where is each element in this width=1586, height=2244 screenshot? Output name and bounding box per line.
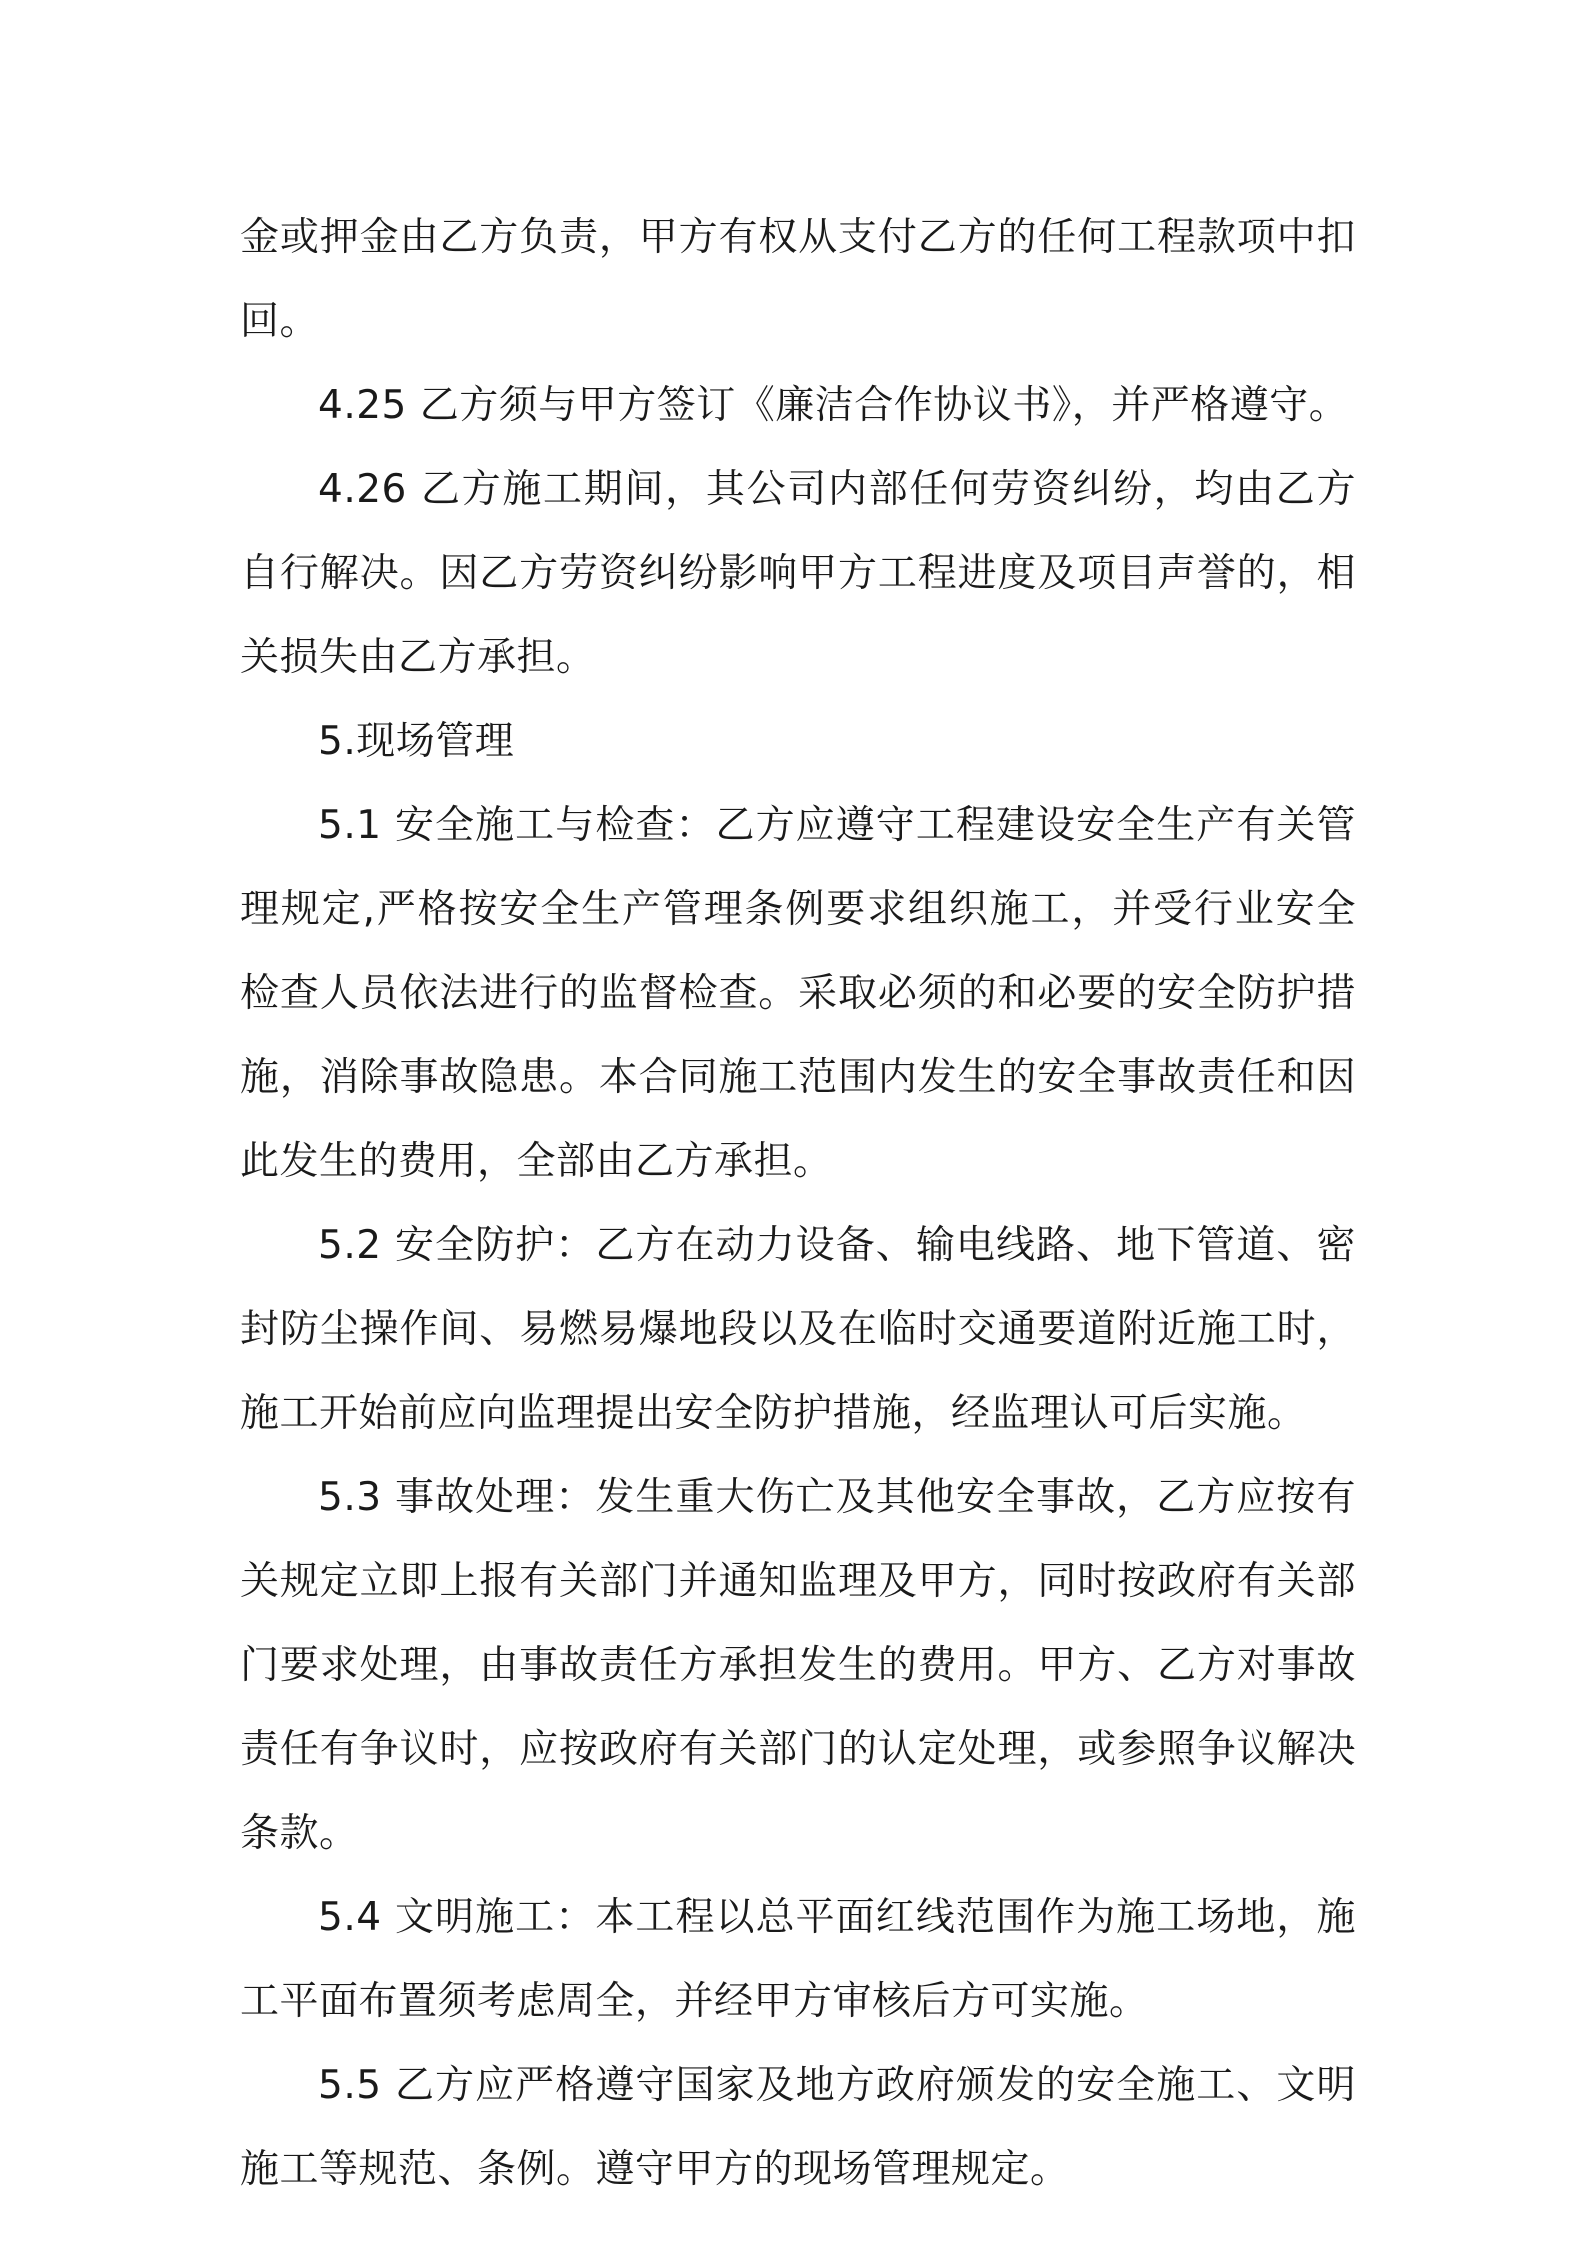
paragraph-5-5: 5.5 乙方应严格遵守国家及地方政府颁发的安全施工、文明施工等规范、条例。遵守甲方的现场管理规定。 xyxy=(240,2063,1356,2192)
paragraph-5-4: 5.4 文明施工：本工程以总平面红线范围作为施工场地，施工平面布置须考虑周全，并经甲方审核后方可实施。 xyxy=(240,1895,1356,2024)
paragraph-4-26: 4.26 乙方施工期间，其公司内部任何劳资纠纷，均由乙方自行解决。因乙方劳资纠纷影响甲方工程进度及项目声誉的，相关损失由乙方承担。 xyxy=(240,467,1356,680)
document-body xyxy=(240,196,1356,2212)
paragraph-5-1: 5.1 安全施工与检查：乙方应遵守工程建设安全生产有关管理规定,严格按安全生产管理条例要求组织施工，并受行业安全检查人员依法进行的监督检查。采取必须的和必要的安全防护措施，消除事故隐患。本合同施工范围内发生的安全事故责任和因此发生的费用，全部由乙方承担。 xyxy=(240,803,1356,1184)
paragraph-continuation: 金或押金由乙方负责，甲方有权从支付乙方的任何工程款项中扣回。 xyxy=(240,215,1356,344)
paragraph-5-3: 5.3 事故处理：发生重大伤亡及其他安全事故，乙方应按有关规定立即上报有关部门并通知监理及甲方，同时按政府有关部门要求处理，由事故责任方承担发生的费用。甲方、乙方对事故责任有争议时，应按政府有关部门的认定处理，或参照争议解决条款。 xyxy=(240,1475,1356,1856)
paragraph-4-25: 4.25 乙方须与甲方签订《廉洁合作协议书》，并严格遵守。 xyxy=(318,383,1349,428)
section-heading-5: 5.现场管理 xyxy=(318,719,515,764)
paragraph-5-2: 5.2 安全防护：乙方在动力设备、输电线路、地下管道、密封防尘操作间、易燃易爆地段以及在临时交通要道附近施工时，施工开始前应向监理提出安全防护措施，经监理认可后实施。 xyxy=(240,1223,1356,1436)
